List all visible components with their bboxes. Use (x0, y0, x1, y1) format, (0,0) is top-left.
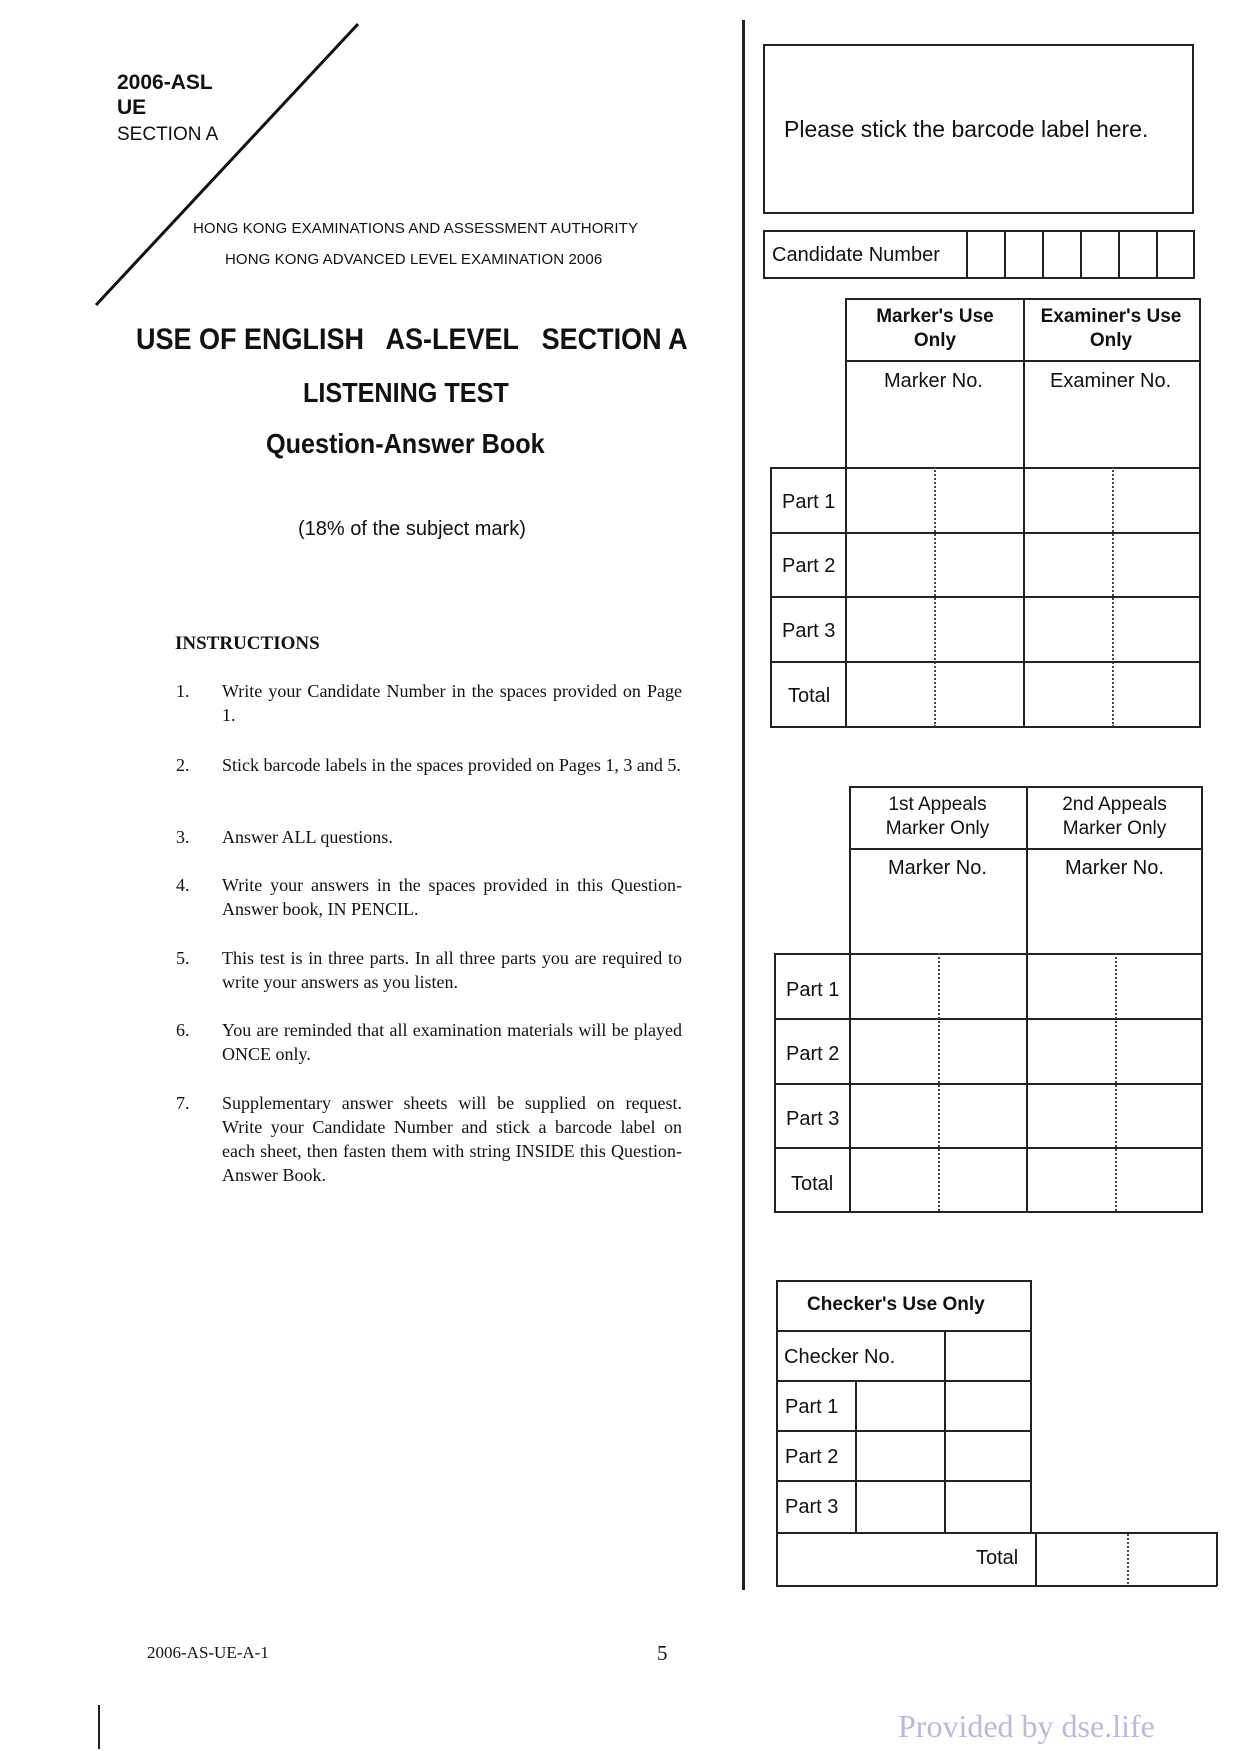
book-name: Question-Answer Book (266, 428, 545, 459)
examiner-no-label: Examiner No. (1050, 370, 1172, 392)
second-appeals-marker-no: Marker No. (1065, 857, 1164, 879)
page-title (136, 323, 688, 357)
instruction-number: 7. (176, 1093, 190, 1113)
instruction-text: This test is in three parts. In all three parts you are required to write your answers as you listen. (222, 948, 682, 992)
first-appeals-marker-no: Marker No. (888, 857, 987, 879)
binding-mark (98, 1705, 100, 1749)
title-section: SECTION A (541, 323, 688, 356)
authority-name: HONG KONG EXAMINATIONS AND ASSESSMENT AUTHORITY (193, 220, 639, 237)
subject-weight: (18% of the subject mark) (298, 518, 526, 540)
instruction-text: Write your answers in the spaces provided in this Question-Answer book, IN PENCIL. (222, 875, 682, 919)
appeals-row-total: Total (791, 1173, 834, 1195)
footer-paper-code: 2006-AS-UE-A-1 (147, 1643, 269, 1662)
instruction-item (176, 679, 686, 729)
candidate-digit-divider (1080, 230, 1082, 279)
instruction-number: 1. (176, 681, 190, 701)
first-appeals-header: 1st Appeals Marker Only (885, 794, 990, 839)
page-number: 5 (657, 1641, 668, 1665)
appeals-row-part-3: Part 3 (786, 1108, 840, 1130)
title-level: AS-LEVEL (385, 323, 520, 356)
instruction-item (176, 1091, 686, 1191)
marker-no-label: Marker No. (884, 370, 983, 392)
instruction-text: You are reminded that all examination materials will be played ONCE only. (222, 1020, 682, 1064)
instruction-number: 2. (176, 755, 190, 775)
barcode-label: Please stick the barcode label here. (784, 116, 1149, 142)
page-divider (742, 20, 745, 1590)
candidate-digit-divider (1004, 230, 1006, 279)
marker-row-total: Total (788, 685, 831, 707)
marker-row-part-3: Part 3 (782, 620, 836, 642)
provider-watermark: Provided by dse.life (898, 1708, 1155, 1744)
paper-code-subject: UE (117, 96, 147, 119)
checker-total-label: Total (976, 1547, 1019, 1569)
appeals-row-part-1: Part 1 (786, 979, 840, 1001)
candidate-digit-divider (1156, 230, 1158, 279)
instruction-item (176, 825, 686, 851)
marker-use-only-header: Marker's Use Only (876, 306, 994, 351)
instruction-number: 6. (176, 1020, 190, 1040)
checker-use-only-header: Checker's Use Only (807, 1294, 985, 1315)
marker-row-part-2: Part 2 (782, 555, 836, 577)
candidate-number-label: Candidate Number (772, 244, 940, 266)
checker-row-part-3: Part 3 (785, 1496, 839, 1518)
instruction-item (176, 946, 686, 996)
instruction-text: Stick barcode labels in the spaces provided on Pages 1, 3 and 5. (222, 755, 681, 775)
checker-row-part-1: Part 1 (785, 1396, 839, 1418)
title-subject: USE OF ENGLISH (136, 323, 365, 356)
candidate-digit-divider (966, 230, 968, 279)
instruction-item (176, 1018, 686, 1068)
candidate-digit-divider (1042, 230, 1044, 279)
test-name: LISTENING TEST (303, 377, 509, 408)
second-appeals-header: 2nd Appeals Marker Only (1062, 794, 1167, 839)
checker-row-part-2: Part 2 (785, 1446, 839, 1468)
instruction-number: 4. (176, 875, 190, 895)
paper-code-section: SECTION A (117, 124, 219, 145)
instruction-text: Supplementary answer sheets will be supplied on request. Write your Candidate Number and stick a barcode label on each sheet, then fasten them with string INSIDE this Question-Answer Book. (222, 1093, 682, 1185)
examiner-use-only-header: Examiner's Use Only (1040, 306, 1182, 351)
instruction-item (176, 873, 686, 923)
instruction-text: Write your Candidate Number in the spaces provided on Page 1. (222, 681, 682, 725)
appeals-row-part-2: Part 2 (786, 1043, 840, 1065)
instruction-text: Answer ALL questions. (222, 827, 393, 847)
instruction-item (176, 753, 686, 803)
marker-row-part-1: Part 1 (782, 491, 836, 513)
instructions-heading: INSTRUCTIONS (175, 633, 320, 654)
instruction-number: 3. (176, 827, 190, 847)
candidate-digit-divider (1118, 230, 1120, 279)
instruction-number: 5. (176, 948, 190, 968)
checker-no-label: Checker No. (784, 1346, 896, 1368)
paper-code-year: 2006-ASL (117, 71, 213, 94)
exam-name: HONG KONG ADVANCED LEVEL EXAMINATION 2006 (225, 251, 603, 268)
